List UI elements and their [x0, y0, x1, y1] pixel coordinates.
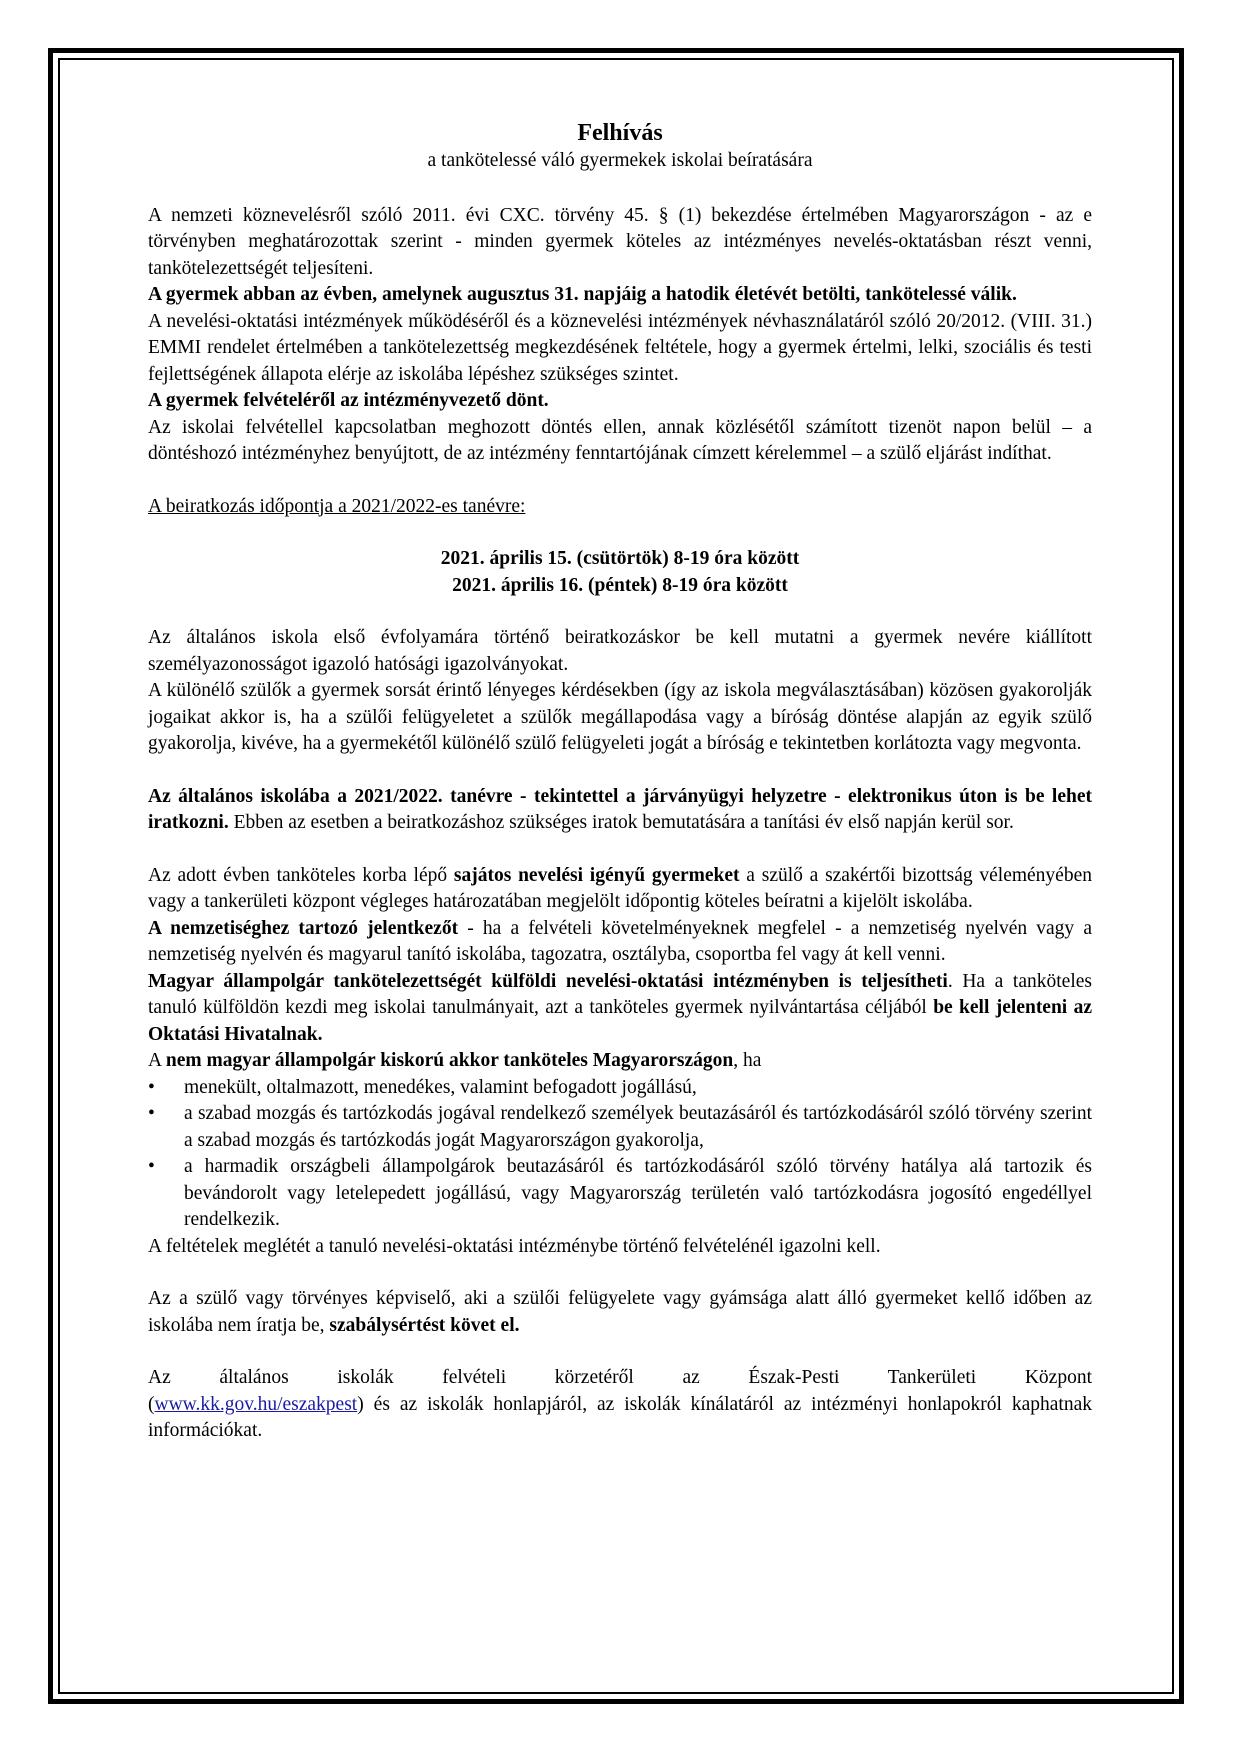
paragraph-non-citizen: A nem magyar állampolgár kiskorú akkor tanköteles Magyarországon, ha	[148, 1050, 762, 1071]
paragraph-age-rule: A gyermek abban az évben, amelynek augusztus 31. napjáig a hatodik életévét betölti, tankötelessé válik.	[148, 284, 1017, 305]
paragraph-separated-parents: A különélő szülők a gyermek sorsát érintő lényeges kérdésekben (így az iskola megválasztásában) közösen gyakorolják jogaikat akkor is, ha a szülői felügyeletet a szülők megállapodása vagy a bíróság döntése alapján az egyik szülő gyakorolja, kivéve, ha a gyermekétől különélő szülő felügyeleti jogát a bíróság e tekintetben korlátozta vagy megvonta.	[148, 680, 1092, 754]
list-item: • a szabad mozgás és tartózkodás jogával rendelkező személyek beutazásáról és tartózkodásáról szóló törvény szerint a szabad mozgás és tartózkodás jogát Magyarországon gyakorolja,	[148, 1101, 1092, 1154]
paragraph-law: A nemzeti köznevelésről szóló 2011. évi CXC. törvény 45. § (1) bekezdése értelmében Magyarországon - az e törvényben meghatározottak szerint - minden gyermek köteles az intézményes nevelés-oktatásban részt venni, tankötelezettségét teljesíteni.	[148, 204, 1092, 279]
document-body	[148, 118, 1092, 1445]
paragraph-id-documents: Az általános iskola első évfolyamára történő beiratkozáskor be kell mutatni a gyermek nevére kiállított személyazonosságot igazoló hatósági igazolványokat.	[148, 627, 1092, 675]
paragraph-violation: Az a szülő vagy törvényes képviselő, aki a szülői felügyelete vagy gyámsága alatt álló gyermeket kellő időben az iskolába nem íratja be, szabálysértést követ el.	[148, 1288, 1092, 1336]
paragraph-nationality: A nemzetiséghez tartozó jelentkezőt - ha a felvételi követelményeknek megfelel - a nemzetiség nyelvén vagy a nemzetiség nyelvén és magyarul tanító iskolába, tagozatra, osztályba, csoportba fel vagy át kell venni.	[148, 917, 1092, 965]
enrollment-heading: A beiratkozás időpontja a 2021/2022-es tanévre:	[148, 495, 526, 517]
paragraph-admission-decision: A gyermek felvételéről az intézményvezető dönt.	[148, 390, 549, 411]
enrollment-date-1: 2021. április 15. (csütörtök) 8-19 óra között	[440, 548, 800, 569]
list-item: • menekült, oltalmazott, menedékes, valamint befogadott jogállású,	[148, 1075, 1092, 1102]
paragraph-appeal: Az iskolai felvétellel kapcsolatban meghozott döntés ellen, annak közlésétől számított tizenöt napon belül – a döntéshozó intézményhez benyújtott, de az intézmény fenntartójának címzett kérelemmel – a szülő eljárást indíthat.	[148, 416, 1092, 464]
conditions-list	[148, 1075, 1092, 1234]
paragraph-abroad: Magyar állampolgár tankötelezettségét külföldi nevelési-oktatási intézményben is teljesítheti. Ha a tanköteles tanuló külföldön kezdi meg iskolai tanulmányait, azt a tanköteles gyermek nyilvántartása céljából be kell jelenteni az Oktatási Hivatalnak.	[148, 970, 1092, 1045]
paragraph-information: Az általános iskolák felvételi körzetéről az Észak-Pesti Tankerületi Központ (www.kk.gov.hu/eszakpest) és az iskolák honlapjáról, az iskolák kínálatáról az intézményi honlapokról kaphatnak információkat.	[148, 1367, 1092, 1441]
document-subtitle: a tankötelessé váló gyermekek iskolai beíratására	[427, 150, 813, 171]
paragraph-conditions-proof: A feltételek meglétét a tanuló nevelési-oktatási intézménybe történő felvételénél igazolni kell.	[148, 1235, 881, 1257]
list-item: • a harmadik országbeli állampolgárok beutazásáról és tartózkodásáról szóló törvény hatálya alá tartozik és bevándorolt vagy letelepedett jogállású, vagy Magyarország területén való tartózkodásra jogosító engedéllyel rendelkezik.	[148, 1154, 1092, 1234]
tankerulet-link[interactable]: www.kk.gov.hu/eszakpest	[154, 1393, 358, 1415]
enrollment-date-2: 2021. április 16. (péntek) 8-19 óra között	[452, 574, 788, 596]
paragraph-emmi-decree: A nevelési-oktatási intézmények működéséről és a köznevelési intézmények névhasználatáról szóló 20/2012. (VIII. 31.) EMMI rendelet értelmében a tankötelezettség megkezdésének feltétele, hogy a gyermek értelmi, lelki, szociális és testi fejlettségének állapota elérje az iskolába lépéshez szükséges szintet.	[148, 310, 1092, 385]
paragraph-special-needs: Az adott évben tanköteles korba lépő sajátos nevelési igényű gyermeket a szülő a szakértői bizottság véleményében vagy a tankerületi központ végleges határozatában megjelölt időpontig köteles beíratni a kijelölt iskolába.	[148, 864, 1092, 912]
document-title: Felhívás	[577, 120, 663, 146]
paragraph-electronic-enrollment: Az általános iskolába a 2021/2022. tanévre - tekintettel a járványügyi helyzetre - elektronikus úton is be lehet iratkozni. Ebben az esetben a beiratkozáshoz szükséges iratok bemutatására a tanítási év első napján kerül sor.	[148, 785, 1092, 833]
